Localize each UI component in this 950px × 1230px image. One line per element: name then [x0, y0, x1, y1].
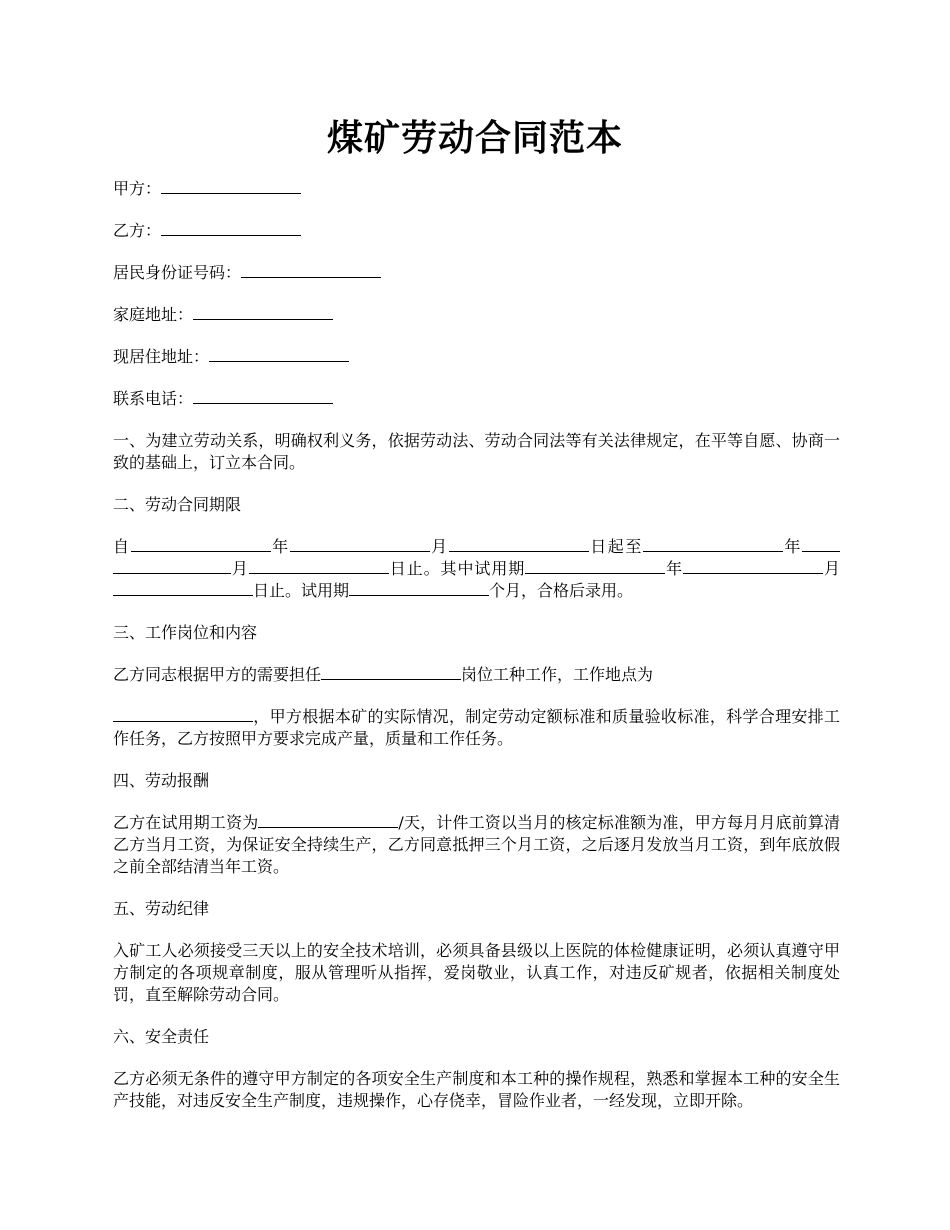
section-6-paragraph: 乙方必须无条件的遵守甲方制定的各项安全生产制度和本工种的操作规程，熟悉和掌握本工种的安全生产技能，对违反安全生产制度，违规操作，心存侥幸，冒险作业者，一经发现，立即开除。 — [113, 1069, 840, 1110]
current-address-field — [113, 346, 840, 368]
fill-blank — [113, 558, 231, 574]
text-run: 年 — [782, 537, 802, 556]
field-label: 家庭地址： — [113, 305, 194, 324]
text-run: 月 — [823, 559, 840, 578]
fill-blank — [525, 558, 665, 574]
section-6-heading: 六、安全责任 — [113, 1027, 210, 1046]
text-run: 月 — [429, 537, 449, 556]
fill-blank — [683, 558, 823, 574]
section-2-heading: 二、劳动合同期限 — [113, 495, 242, 514]
section-5-paragraph: 入矿工人必须接受三天以上的安全技术培训，必须具备县级以上医院的体检健康证明，必须认真遵守甲方制定的各项规章制度，服从管理听从指挥，爱岗敬业，认真工作，对违反矿规者，依据相关制度处罚，直至解除劳动合同。 — [113, 941, 840, 1004]
fill-blank — [131, 536, 271, 552]
field-label: 乙方： — [113, 221, 162, 240]
section-3-heading: 三、工作岗位和内容 — [113, 623, 258, 642]
phone-field — [113, 388, 840, 410]
party-b-field — [113, 220, 840, 242]
fill-blank — [449, 536, 589, 552]
fill-blank — [321, 664, 461, 680]
fill-blank — [802, 536, 840, 552]
field-label: 居民身份证号码： — [113, 263, 242, 282]
fill-blank — [193, 388, 333, 404]
text-run: 年 — [665, 559, 684, 578]
id-number-field — [113, 262, 840, 284]
fill-blank — [113, 580, 253, 596]
fill-blank — [643, 536, 783, 552]
fill-blank — [290, 536, 430, 552]
fill-blank — [161, 220, 301, 236]
text-run: 自 — [113, 537, 131, 556]
field-label: 现居住地址： — [113, 347, 210, 366]
party-a-field — [113, 178, 840, 200]
section-4-heading: 四、劳动报酬 — [113, 771, 210, 790]
document-body — [113, 178, 840, 1132]
fill-blank — [161, 178, 301, 194]
fill-blank — [113, 706, 253, 722]
text-run: ，甲方根据本矿的实际情况，制定劳动定额标准和质量验收标准，科学合理安排工作任务，乙方按照甲方要求完成产量，质量和工作任务。 — [113, 707, 840, 748]
text-run: 日止。其中试用期 — [388, 559, 526, 578]
fill-blank — [241, 262, 381, 278]
fill-blank — [349, 580, 489, 596]
section-2-paragraph — [113, 536, 840, 602]
fill-blank — [193, 304, 333, 320]
text-run: 年 — [270, 537, 290, 556]
section-4-paragraph — [113, 812, 840, 878]
document-title: 煤矿劳动合同范本 — [326, 117, 623, 159]
fill-blank — [249, 558, 389, 574]
fill-blank — [258, 812, 398, 828]
text-run: 乙方在试用期工资为 — [113, 813, 259, 832]
field-label: 联系电话： — [113, 389, 194, 408]
text-run: 乙方同志根据甲方的需要担任 — [113, 665, 322, 684]
home-address-field — [113, 304, 840, 326]
field-label: 甲方： — [113, 179, 162, 198]
text-run: 岗位工种工作，工作地点为 — [461, 665, 654, 684]
fill-blank — [209, 346, 349, 362]
section-5-heading: 五、劳动纪律 — [113, 899, 210, 918]
section-3-paragraph-1 — [113, 664, 840, 686]
text-run: 日起至 — [588, 537, 643, 556]
text-run: 日止。试用期 — [253, 581, 350, 600]
text-run: /天，计件工资以当月的核定标准额为准，甲方每月月底前算清乙方当月工资，为保证安全持续生产，乙方同意抵押三个月工资，之后逐月发放当月工资，到年底放假之前全部结清当年工资。 — [113, 813, 840, 876]
section-3-paragraph-2 — [113, 706, 840, 750]
section-1-paragraph: 一、为建立劳动关系，明确权利义务，依据劳动法、劳动合同法等有关法律规定，在平等自愿、协商一致的基础上，订立本合同。 — [113, 431, 840, 472]
text-run: 月 — [231, 559, 249, 578]
text-run: 个月，合格后录用。 — [489, 581, 634, 600]
